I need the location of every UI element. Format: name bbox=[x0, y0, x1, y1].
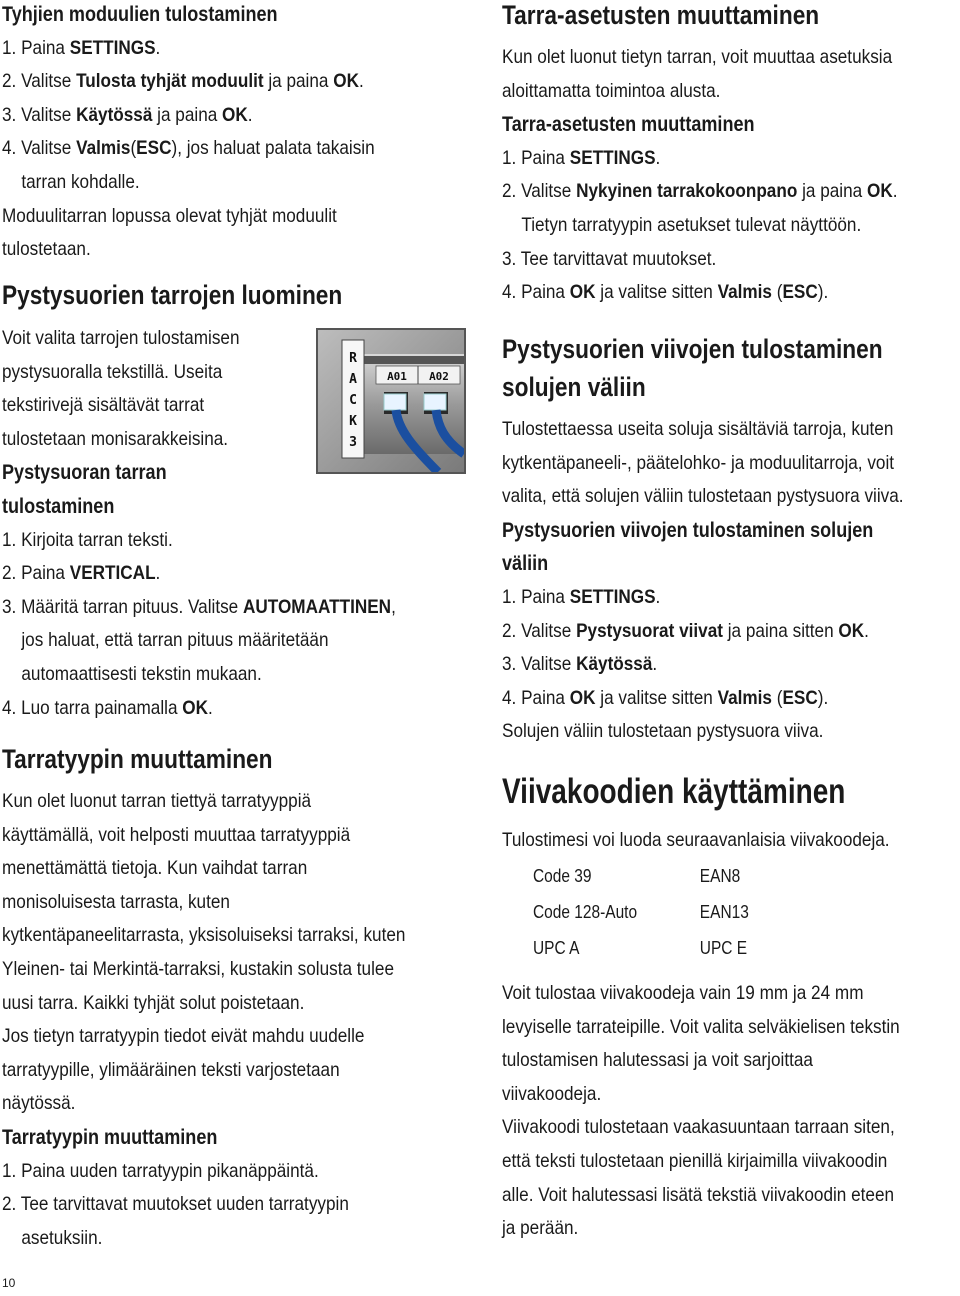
list-item: 2. Tee tarvittavat muutokset uuden tarratyypin bbox=[2, 1193, 349, 1216]
list-item: 3. Määritä tarran pituus. Valitse AUTOMAATTINEN, bbox=[2, 595, 396, 618]
paragraph-line: tulostamisen halutessasi ja voit sarjoittaa bbox=[502, 1049, 813, 1072]
list-item-continuation: automaattisesti tekstin mukaan. bbox=[21, 662, 262, 685]
paragraph-line: Voit valita tarrojen tulostamisen bbox=[2, 327, 240, 349]
list-item: 3. Valitse Käytössä ja paina OK. bbox=[2, 103, 253, 126]
section-title-vertical-lines-cont: solujen väliin bbox=[502, 372, 646, 402]
patch-panel-illustration bbox=[318, 330, 464, 472]
paragraph-line: Voit tulostaa viivakoodeja vain 19 mm ja 24 mm bbox=[502, 982, 864, 1004]
list-item: 3. Valitse Käytössä. bbox=[502, 653, 658, 676]
paragraph-line: tekstirivejä sisältävät tarrat bbox=[2, 394, 205, 417]
paragraph-line: alle. Voit halutessasi lisätä tekstiä viivakoodin eteen bbox=[502, 1183, 895, 1206]
paragraph-line: tulostetaan monisarakkeisina. bbox=[2, 427, 229, 450]
paragraph-line: uusi tarra. Kaikki tyhjät solut poistetaan. bbox=[2, 991, 305, 1014]
paragraph-line: valita, että solujen väliin tulostetaan pystysuora viiva. bbox=[502, 485, 904, 508]
subsection-title: tulostaminen bbox=[2, 494, 115, 518]
paragraph-line: näytössä. bbox=[2, 1092, 76, 1115]
rack-letter: C bbox=[349, 393, 357, 408]
paragraph-line: Yleinen- tai Merkintä-tarraksi, kustakin solusta tulee bbox=[2, 957, 394, 980]
barcode-type: Code 128-Auto bbox=[532, 902, 638, 922]
barcode-row bbox=[502, 930, 749, 966]
barcode-type: UPC E bbox=[699, 938, 748, 958]
paragraph-line: Kun olet luonut tarran tiettyä tarratyyppiä bbox=[2, 790, 312, 812]
paragraph-line: Tulostettaessa useita soluja sisältäviä tarroja, kuten bbox=[502, 418, 894, 440]
paragraph-line: kytkentäpaneeli-, päätelohko- ja moduulitarroja, voit bbox=[502, 451, 895, 474]
paragraph-line: Viivakoodi tulostetaan vaakasuuntaan tarraan siten, bbox=[502, 1116, 895, 1139]
list-item: 1. Kirjoita tarran teksti. bbox=[2, 528, 173, 551]
paragraph-line: monisoluisesta tarrasta, kuten bbox=[2, 890, 230, 913]
paragraph-line: pystysuoralla tekstillä. Useita bbox=[2, 360, 223, 383]
list-item-continuation: asetuksiin. bbox=[21, 1226, 103, 1249]
rj45-plug bbox=[424, 394, 446, 410]
list-item: 1. Paina SETTINGS. bbox=[502, 146, 661, 169]
paragraph-line: levyiselle tarrateipille. Voit valita selväkielisen tekstin bbox=[502, 1015, 900, 1038]
list-item: 2. Valitse Pystysuorat viivat ja paina sitten OK. bbox=[502, 619, 869, 642]
section-title-empty-modules: Tyhjien moduulien tulostaminen bbox=[2, 3, 278, 26]
list-item: 4. Paina OK ja valitse sitten Valmis (ESC). bbox=[502, 686, 829, 709]
paragraph-line: aloittamatta toimintoa alusta. bbox=[502, 79, 721, 102]
paragraph-line: kytkentäpaneelitarrasta, yksisoluiseksi tarraksi, kuten bbox=[2, 924, 406, 947]
paragraph-line: Jos tietyn tarratyypin tiedot eivät mahdu uudelle bbox=[2, 1025, 365, 1048]
section-title-label-settings: Tarra-asetusten muuttaminen bbox=[502, 0, 820, 30]
paragraph-line: menettämättä tietoja. Kun vaihdat tarran bbox=[2, 857, 308, 880]
subsection-title: väliin bbox=[502, 552, 549, 576]
port-label: A01 bbox=[387, 370, 407, 383]
list-item-continuation: Tietyn tarratyypin asetukset tulevat näyttöön. bbox=[521, 213, 862, 236]
list-item: 1. Paina SETTINGS. bbox=[2, 36, 161, 59]
list-item: 3. Tee tarvittavat muutokset. bbox=[502, 247, 717, 270]
paragraph-line: tulostetaan. bbox=[2, 238, 91, 261]
list-item: 2. Valitse Nykyinen tarrakokoonpano ja paina OK. bbox=[502, 180, 898, 203]
rack-letter: A bbox=[349, 372, 357, 387]
paragraph-line: Kun olet luonut tietyn tarran, voit muuttaa asetuksia bbox=[502, 46, 893, 68]
section-title-barcodes: Viivakoodien käyttäminen bbox=[502, 772, 846, 811]
barcode-row bbox=[502, 894, 749, 930]
section-title-vertical-lines: Pystysuorien viivojen tulostaminen bbox=[502, 334, 883, 364]
subsection-title: Tarratyypin muuttaminen bbox=[2, 1125, 218, 1149]
list-item: 1. Paina uuden tarratyypin pikanäppäintä. bbox=[2, 1159, 319, 1182]
rack-letter: 3 bbox=[349, 435, 357, 450]
page-number: 10 bbox=[2, 1276, 16, 1290]
list-item: 4. Luo tarra painamalla OK. bbox=[2, 696, 213, 719]
rj45-plug bbox=[384, 394, 406, 410]
rack-letter: K bbox=[349, 414, 357, 429]
barcode-type: EAN8 bbox=[699, 866, 741, 886]
section-title-change-label-type: Tarratyypin muuttaminen bbox=[2, 744, 273, 774]
patch-panel-photo bbox=[316, 328, 466, 474]
barcode-type: UPC A bbox=[532, 938, 580, 958]
paragraph-line: Moduulitarran lopussa olevat tyhjät moduulit bbox=[2, 204, 337, 227]
paragraph-line: tarratyypille, ylimääräinen teksti varjostetaan bbox=[2, 1058, 340, 1081]
barcode-type: EAN13 bbox=[699, 902, 749, 922]
list-item-continuation: jos haluat, että tarran pituus määritetään bbox=[21, 629, 329, 652]
barcode-type: Code 39 bbox=[532, 866, 592, 886]
subsection-title: Pystysuorien viivojen tulostaminen solujen bbox=[502, 518, 874, 542]
list-item: 4. Paina OK ja valitse sitten Valmis (ESC). bbox=[502, 281, 829, 304]
list-item: 1. Paina SETTINGS. bbox=[502, 585, 661, 608]
list-item: 2. Paina VERTICAL. bbox=[2, 562, 161, 585]
list-item: 4. Valitse Valmis(ESC), jos haluat palata takaisin bbox=[2, 137, 375, 160]
paragraph-line: viivakoodeja. bbox=[502, 1082, 602, 1105]
barcode-row bbox=[502, 858, 749, 894]
section-title-vertical-labels: Pystysuorien tarrojen luominen bbox=[2, 280, 343, 310]
paragraph-line: ja perään. bbox=[502, 1217, 579, 1240]
paragraph-line: Solujen väliin tulostetaan pystysuora viiva. bbox=[502, 720, 824, 743]
subsection-title: Tarra-asetusten muuttaminen bbox=[502, 113, 755, 137]
rack-letter: R bbox=[349, 351, 357, 366]
paragraph-line: Tulostimesi voi luoda seuraavanlaisia viivakoodeja. bbox=[502, 829, 890, 851]
barcode-list bbox=[502, 858, 789, 966]
port-label: A02 bbox=[429, 370, 449, 383]
list-item-continuation: tarran kohdalle. bbox=[21, 170, 140, 193]
list-item: 2. Valitse Tulosta tyhjät moduulit ja paina OK. bbox=[2, 70, 364, 93]
subsection-title: Pystysuoran tarran bbox=[2, 461, 167, 485]
paragraph-line: käyttämällä, voit helposti muuttaa tarratyyppiä bbox=[2, 823, 351, 846]
paragraph-line: että teksti tulostetaan pienillä kirjaimilla viivakoodin bbox=[502, 1149, 888, 1172]
